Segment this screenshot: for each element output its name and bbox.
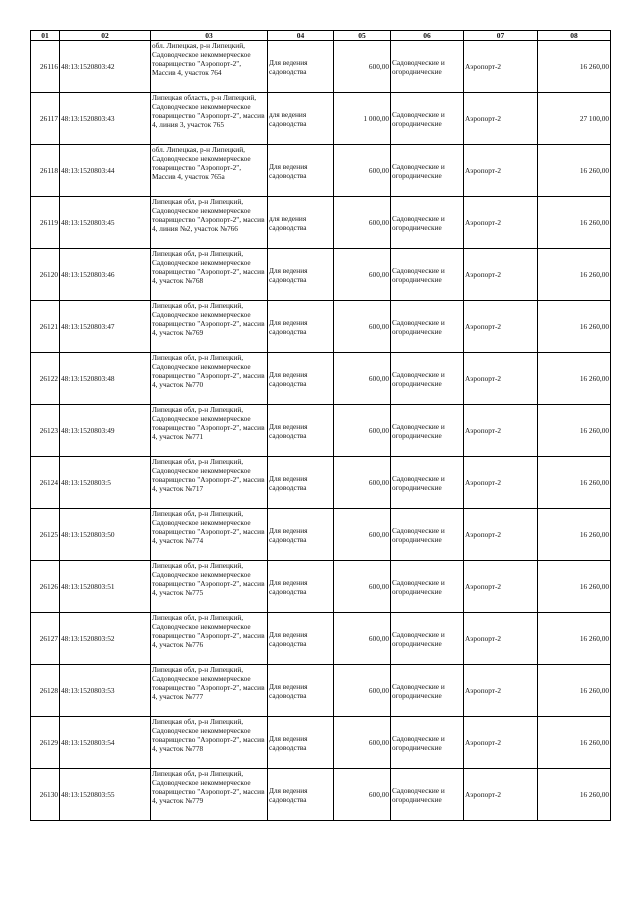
table-row — [31, 665, 611, 717]
permitted-use: Для ведения садоводства — [268, 769, 334, 821]
area-cell: 600,00 — [334, 769, 391, 821]
address-cell — [151, 457, 268, 509]
address-text: Липецкая обл, р-н Липецкий, Садоводческое некоммерческое товарищество "Аэропорт-2", массив 4, участок №768 — [152, 249, 265, 285]
permitted-use: Для ведения садоводства — [268, 457, 334, 509]
address-text: обл. Липецкая, р-н Липецкий, Садоводческое некоммерческое товарищество "Аэропорт-2", Массив 4, участок 764 — [152, 41, 251, 77]
land-use-group: Садоводческие и огороднические — [391, 561, 464, 613]
address-cell — [151, 509, 268, 561]
cadastral-value: 16 260,00 — [538, 145, 611, 197]
zone-name: Аэропорт-2 — [464, 301, 538, 353]
row-number: 26129 — [31, 717, 60, 769]
table-row — [31, 41, 611, 93]
table-row — [31, 93, 611, 145]
area-cell: 600,00 — [334, 561, 391, 613]
table-row — [31, 249, 611, 301]
area-cell: 600,00 — [334, 197, 391, 249]
table-row — [31, 353, 611, 405]
permitted-use: Для ведения садоводства — [268, 665, 334, 717]
area-cell: 600,00 — [334, 405, 391, 457]
address-text: Липецкая обл, р-н Липецкий, Садоводческое некоммерческое товарищество "Аэропорт-2", массив 4, линия №2, участок №766 — [152, 197, 265, 233]
address-text: Липецкая обл, р-н Липецкий, Садоводческое некоммерческое товарищество "Аэропорт-2", массив 4, участок №769 — [152, 301, 265, 337]
cadastral-number: 48:13:1520803:51 — [60, 561, 151, 613]
address-text: Липецкая обл, р-н Липецкий, Садоводческое некоммерческое товарищество "Аэропорт-2", массив 4, участок №778 — [152, 717, 265, 753]
row-number: 26121 — [31, 301, 60, 353]
land-use-group: Садоводческие и огороднические — [391, 145, 464, 197]
address-text: Липецкая обл, р-н Липецкий, Садоводческое некоммерческое товарищество "Аэропорт-2", массив 4, участок №775 — [152, 561, 265, 597]
cadastral-value: 16 260,00 — [538, 41, 611, 93]
cadastral-value: 16 260,00 — [538, 457, 611, 509]
cadastral-value: 16 260,00 — [538, 769, 611, 821]
row-number: 26127 — [31, 613, 60, 665]
permitted-use: Для ведения садоводства — [268, 509, 334, 561]
land-use-group: Садоводческие и огороднические — [391, 509, 464, 561]
land-use-group: Садоводческие и огороднические — [391, 665, 464, 717]
cadastral-number: 48:13:1520803:49 — [60, 405, 151, 457]
address-text: Липецкая область, р-н Липецкий, Садоводческое некоммерческое товарищество "Аэропорт-2", массив 4, линия 3, участок 765 — [152, 93, 265, 129]
zone-name: Аэропорт-2 — [464, 717, 538, 769]
permitted-use: Для ведения садоводства — [268, 301, 334, 353]
permitted-use: Для ведения садоводства — [268, 145, 334, 197]
area-cell: 600,00 — [334, 717, 391, 769]
cadastral-value: 16 260,00 — [538, 717, 611, 769]
address-text: Липецкая обл, р-н Липецкий, Садоводческое некоммерческое товарищество "Аэропорт-2", массив 4, участок №779 — [152, 769, 265, 805]
header-row — [31, 31, 611, 41]
column-header-03: 03 — [151, 31, 268, 41]
zone-name: Аэропорт-2 — [464, 41, 538, 93]
address-text: Липецкая обл, р-н Липецкий, Садоводческое некоммерческое товарищество "Аэропорт-2", массив 4, участок №777 — [152, 665, 265, 701]
address-text: Липецкая обл, р-н Липецкий, Садоводческое некоммерческое товарищество "Аэропорт-2", массив 4, участок №770 — [152, 353, 265, 389]
area-cell: 600,00 — [334, 249, 391, 301]
area-cell: 600,00 — [334, 457, 391, 509]
land-use-group: Садоводческие и огороднические — [391, 717, 464, 769]
area-cell: 600,00 — [334, 613, 391, 665]
column-header-07: 07 — [464, 31, 538, 41]
address-cell — [151, 249, 268, 301]
table-row — [31, 405, 611, 457]
row-number: 26120 — [31, 249, 60, 301]
cadastral-number: 48:13:1520803:55 — [60, 769, 151, 821]
address-cell — [151, 561, 268, 613]
permitted-use: Для ведения садоводства — [268, 41, 334, 93]
cadastral-value: 16 260,00 — [538, 353, 611, 405]
table-header — [31, 31, 611, 41]
address-text: обл. Липецкая, р-н Липецкий, Садоводческое некоммерческое товарищество "Аэропорт-2", Массив 4, участок 765а — [152, 145, 251, 181]
address-cell — [151, 197, 268, 249]
column-header-05: 05 — [334, 31, 391, 41]
permitted-use: для ведения садоводства — [268, 197, 334, 249]
table-row — [31, 457, 611, 509]
column-header-01: 01 — [31, 31, 60, 41]
cadastral-number: 48:13:1520803:5 — [60, 457, 151, 509]
land-use-group: Садоводческие и огороднические — [391, 353, 464, 405]
zone-name: Аэропорт-2 — [464, 249, 538, 301]
cadastral-number: 48:13:1520803:47 — [60, 301, 151, 353]
cadastral-number: 48:13:1520803:52 — [60, 613, 151, 665]
row-number: 26117 — [31, 93, 60, 145]
cadastral-value: 16 260,00 — [538, 613, 611, 665]
address-text: Липецкая обл, р-н Липецкий, Садоводческое некоммерческое товарищество "Аэропорт-2", массив 4, участок №717 — [152, 457, 265, 493]
cadastral-value: 16 260,00 — [538, 249, 611, 301]
address-cell — [151, 717, 268, 769]
table-row — [31, 561, 611, 613]
permitted-use: Для ведения садоводства — [268, 353, 334, 405]
cadastral-number: 48:13:1520803:43 — [60, 93, 151, 145]
zone-name: Аэропорт-2 — [464, 561, 538, 613]
address-cell — [151, 353, 268, 405]
address-cell — [151, 665, 268, 717]
permitted-use: Для ведения садоводства — [268, 613, 334, 665]
permitted-use: Для ведения садоводства — [268, 405, 334, 457]
row-number: 26119 — [31, 197, 60, 249]
cadastral-number: 48:13:1520803:44 — [60, 145, 151, 197]
area-cell: 600,00 — [334, 145, 391, 197]
row-number: 26128 — [31, 665, 60, 717]
cadastral-value: 16 260,00 — [538, 405, 611, 457]
permitted-use: Для ведения садоводства — [268, 249, 334, 301]
cadastral-value: 27 100,00 — [538, 93, 611, 145]
zone-name: Аэропорт-2 — [464, 93, 538, 145]
cadastral-value: 16 260,00 — [538, 509, 611, 561]
land-use-group: Садоводческие и огороднические — [391, 249, 464, 301]
table-row — [31, 769, 611, 821]
address-cell — [151, 613, 268, 665]
permitted-use: Для ведения садоводства — [268, 717, 334, 769]
row-number: 26126 — [31, 561, 60, 613]
address-cell — [151, 145, 268, 197]
land-use-group: Садоводческие и огороднические — [391, 613, 464, 665]
cadastral-value: 16 260,00 — [538, 561, 611, 613]
address-cell — [151, 769, 268, 821]
table-row — [31, 509, 611, 561]
cadastral-value-table — [30, 30, 611, 821]
area-cell: 600,00 — [334, 41, 391, 93]
land-use-group: Садоводческие и огороднические — [391, 301, 464, 353]
row-number: 26123 — [31, 405, 60, 457]
column-header-08: 08 — [538, 31, 611, 41]
land-use-group: Садоводческие и огороднические — [391, 457, 464, 509]
table-row — [31, 145, 611, 197]
zone-name: Аэропорт-2 — [464, 457, 538, 509]
column-header-06: 06 — [391, 31, 464, 41]
zone-name: Аэропорт-2 — [464, 145, 538, 197]
area-cell: 600,00 — [334, 509, 391, 561]
address-text: Липецкая обл, р-н Липецкий, Садоводческое некоммерческое товарищество "Аэропорт-2", массив 4, участок №774 — [152, 509, 265, 545]
table-body — [31, 41, 611, 821]
land-use-group: Садоводческие и огороднические — [391, 769, 464, 821]
permitted-use: для ведения садоводства — [268, 93, 334, 145]
row-number: 26125 — [31, 509, 60, 561]
cadastral-value: 16 260,00 — [538, 665, 611, 717]
land-use-group: Садоводческие и огороднические — [391, 93, 464, 145]
zone-name: Аэропорт-2 — [464, 197, 538, 249]
row-number: 26130 — [31, 769, 60, 821]
area-cell: 600,00 — [334, 353, 391, 405]
address-cell — [151, 93, 268, 145]
area-cell: 1 000,00 — [334, 93, 391, 145]
cadastral-number: 48:13:1520803:53 — [60, 665, 151, 717]
cadastral-number: 48:13:1520803:42 — [60, 41, 151, 93]
cadastral-number: 48:13:1520803:46 — [60, 249, 151, 301]
column-header-02: 02 — [60, 31, 151, 41]
land-use-group: Садоводческие и огороднические — [391, 197, 464, 249]
row-number: 26122 — [31, 353, 60, 405]
cadastral-number: 48:13:1520803:48 — [60, 353, 151, 405]
address-cell — [151, 41, 268, 93]
address-cell — [151, 301, 268, 353]
table-row — [31, 717, 611, 769]
table-row — [31, 197, 611, 249]
area-cell: 600,00 — [334, 665, 391, 717]
row-number: 26124 — [31, 457, 60, 509]
permitted-use: Для ведения садоводства — [268, 561, 334, 613]
address-text: Липецкая обл, р-н Липецкий, Садоводческое некоммерческое товарищество "Аэропорт-2", массив 4, участок №771 — [152, 405, 265, 441]
cadastral-number: 48:13:1520803:45 — [60, 197, 151, 249]
table-row — [31, 301, 611, 353]
cadastral-number: 48:13:1520803:54 — [60, 717, 151, 769]
zone-name: Аэропорт-2 — [464, 613, 538, 665]
row-number: 26116 — [31, 41, 60, 93]
row-number: 26118 — [31, 145, 60, 197]
zone-name: Аэропорт-2 — [464, 405, 538, 457]
cadastral-value: 16 260,00 — [538, 197, 611, 249]
zone-name: Аэропорт-2 — [464, 769, 538, 821]
zone-name: Аэропорт-2 — [464, 353, 538, 405]
area-cell: 600,00 — [334, 301, 391, 353]
land-use-group: Садоводческие и огороднические — [391, 41, 464, 93]
zone-name: Аэропорт-2 — [464, 509, 538, 561]
table-row — [31, 613, 611, 665]
column-header-04: 04 — [268, 31, 334, 41]
address-text: Липецкая обл, р-н Липецкий, Садоводческое некоммерческое товарищество "Аэропорт-2", массив 4, участок №776 — [152, 613, 265, 649]
land-use-group: Садоводческие и огороднические — [391, 405, 464, 457]
zone-name: Аэропорт-2 — [464, 665, 538, 717]
address-cell — [151, 405, 268, 457]
cadastral-value: 16 260,00 — [538, 301, 611, 353]
cadastral-number: 48:13:1520803:50 — [60, 509, 151, 561]
